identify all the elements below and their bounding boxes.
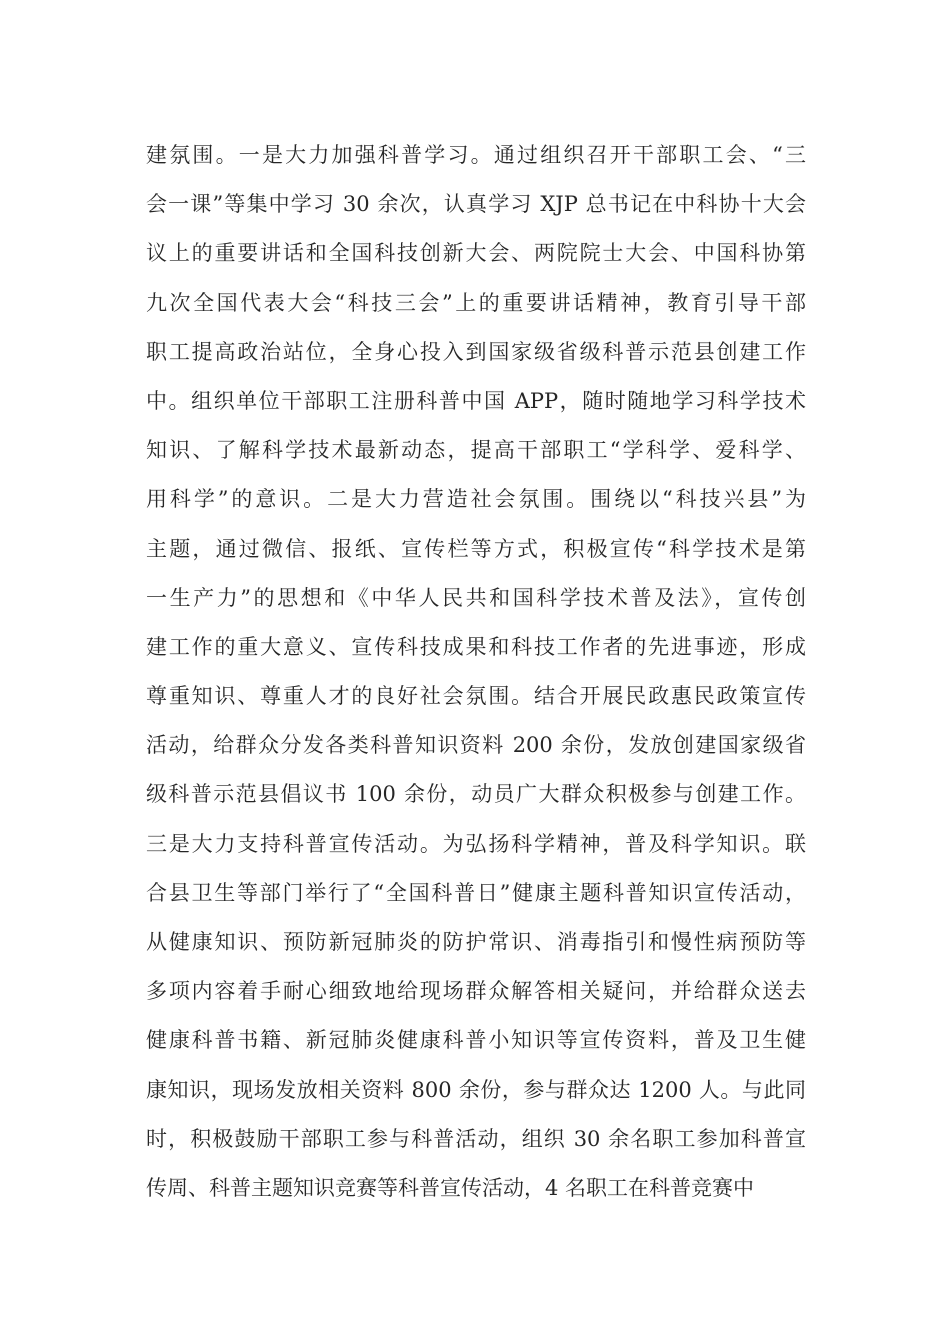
- text-line: 九次全国代表大会“科技三会”上的重要讲话精神，教育引导干部: [146, 290, 806, 315]
- text-line: 时，积极鼓励干部职工参与科普活动，组织 30 余名职工参加科普宣: [146, 1126, 806, 1151]
- text-line: 从健康知识、预防新冠肺炎的防护常识、消毒指引和慢性病预防等: [146, 930, 806, 954]
- text-line: 级科普示范县倡议书 100 余份，动员广大群众积极参与创建工作。: [146, 782, 806, 807]
- text-line: 合县卫生等部门举行了“全国科普日”健康主题科普知识宣传活动，: [146, 880, 806, 905]
- text-line: 一生产力”的思想和《中华人民共和国科学技术普及法》，宣传创: [146, 585, 806, 610]
- text-line: 用科学”的意识。二是大力营造社会氛围。围绕以“科技兴县”为: [146, 487, 806, 512]
- text-line: 活动，给群众分发各类科普知识资料 200 余份，发放创建国家级省: [146, 733, 806, 758]
- text-line: 中。组织单位干部职工注册科普中国 APP，随时随地学习科学技术: [146, 388, 806, 413]
- text-line: 尊重知识、尊重人才的良好社会氛围。结合开展民政惠民政策宣传: [146, 684, 806, 709]
- body-paragraph: [146, 131, 806, 1213]
- text-line: 建氛围。一是大力加强科普学习。通过组织召开干部职工会、“三: [146, 143, 806, 167]
- text-line: 知识、了解科学技术最新动态，提高干部职工“学科学、爱科学、: [146, 438, 806, 463]
- text-line: 健康科普书籍、新冠肺炎健康科普小知识等宣传资料，普及卫生健: [146, 1028, 806, 1053]
- text-line: 康知识，现场发放相关资料 800 余份，参与群众达 1200 人。与此同: [146, 1077, 806, 1102]
- text-line: 职工提高政治站位，全身心投入到国家级省级科普示范县创建工作: [146, 339, 806, 364]
- text-line: 主题，通过微信、报纸、宣传栏等方式，积极宣传“科学技术是第: [146, 536, 806, 561]
- text-line: 多项内容着手耐心细致地给现场群众解答相关疑问，并给群众送去: [146, 979, 806, 1004]
- text-line: 建工作的重大意义、宣传科技成果和科技工作者的先进事迹，形成: [146, 634, 806, 659]
- text-line: 会一课”等集中学习 30 余次，认真学习 XJP 总书记在中科协十大会: [146, 192, 806, 217]
- text-line: 传周、科普主题知识竞赛等科普宣传活动，4 名职工在科普竞赛中: [146, 1175, 755, 1200]
- text-line: 三是大力支持科普宣传活动。为弘扬科学精神，普及科学知识。联: [146, 831, 806, 856]
- text-line: 议上的重要讲话和全国科技创新大会、两院院士大会、中国科协第: [146, 241, 806, 266]
